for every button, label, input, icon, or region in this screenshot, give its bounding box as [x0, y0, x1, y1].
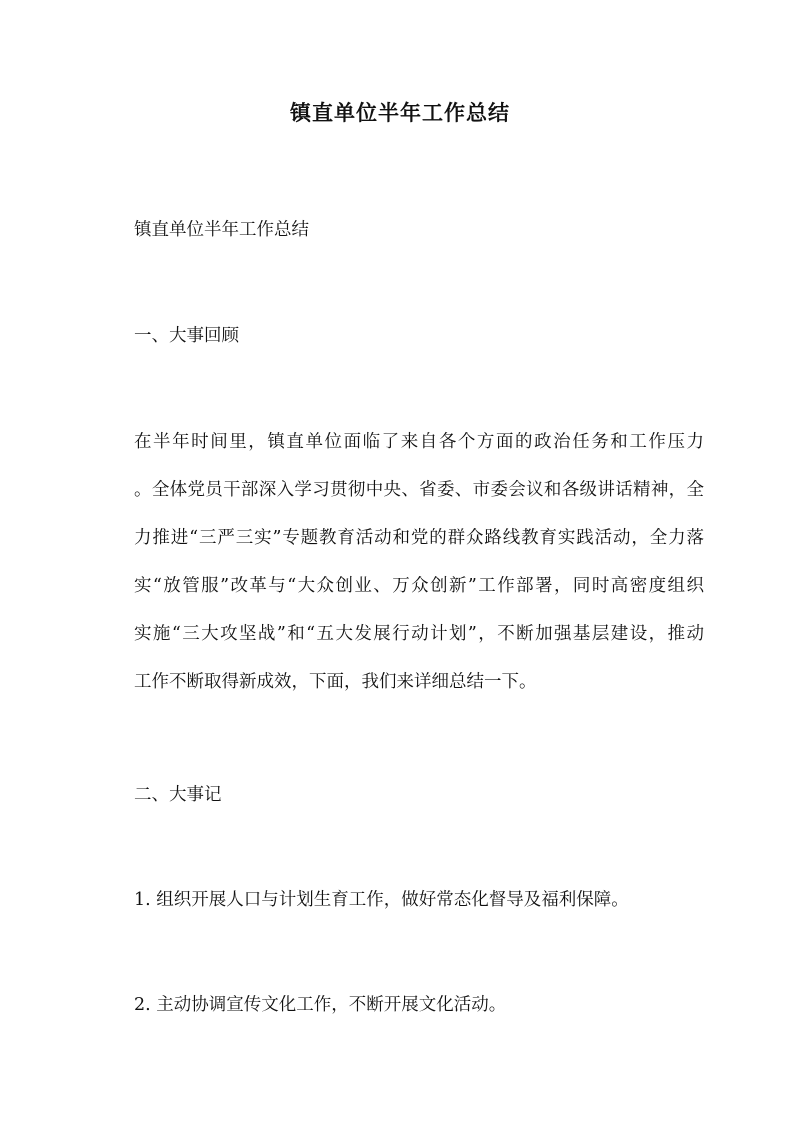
- list-item: 1. 组织开展人口与计划生育工作，做好常态化督导及福利保障。: [134, 890, 629, 910]
- paragraph-line: 。全体党员干部深入学习贯彻中央、省委、市委会议和各级讲话精神，全: [134, 480, 704, 500]
- section-paragraph-review: [134, 418, 704, 706]
- section-heading-review: 一、大事回顾: [134, 326, 239, 346]
- list-item: 2. 主动协调宣传文化工作，不断开展文化活动。: [134, 995, 507, 1015]
- section-heading-events: 二、大事记: [134, 785, 222, 805]
- paragraph-line: 实施“三大攻坚战”和“五大发展行动计划”，不断加强基层建设，推动: [134, 624, 704, 644]
- document-subtitle: 镇直单位半年工作总结: [134, 220, 309, 240]
- paragraph-line: 力推进“三严三实”专题教育活动和党的群众路线教育实践活动，全力落: [134, 528, 704, 548]
- paragraph-line: 在半年时间里，镇直单位面临了来自各个方面的政治任务和工作压力: [134, 432, 704, 452]
- document-title: 镇直单位半年工作总结: [290, 100, 510, 125]
- paragraph-line: 实“放管服”改革与“大众创业、万众创新”工作部署，同时高密度组织: [134, 576, 704, 596]
- paragraph-line: 工作不断取得新成效，下面，我们来详细总结一下。: [134, 672, 537, 692]
